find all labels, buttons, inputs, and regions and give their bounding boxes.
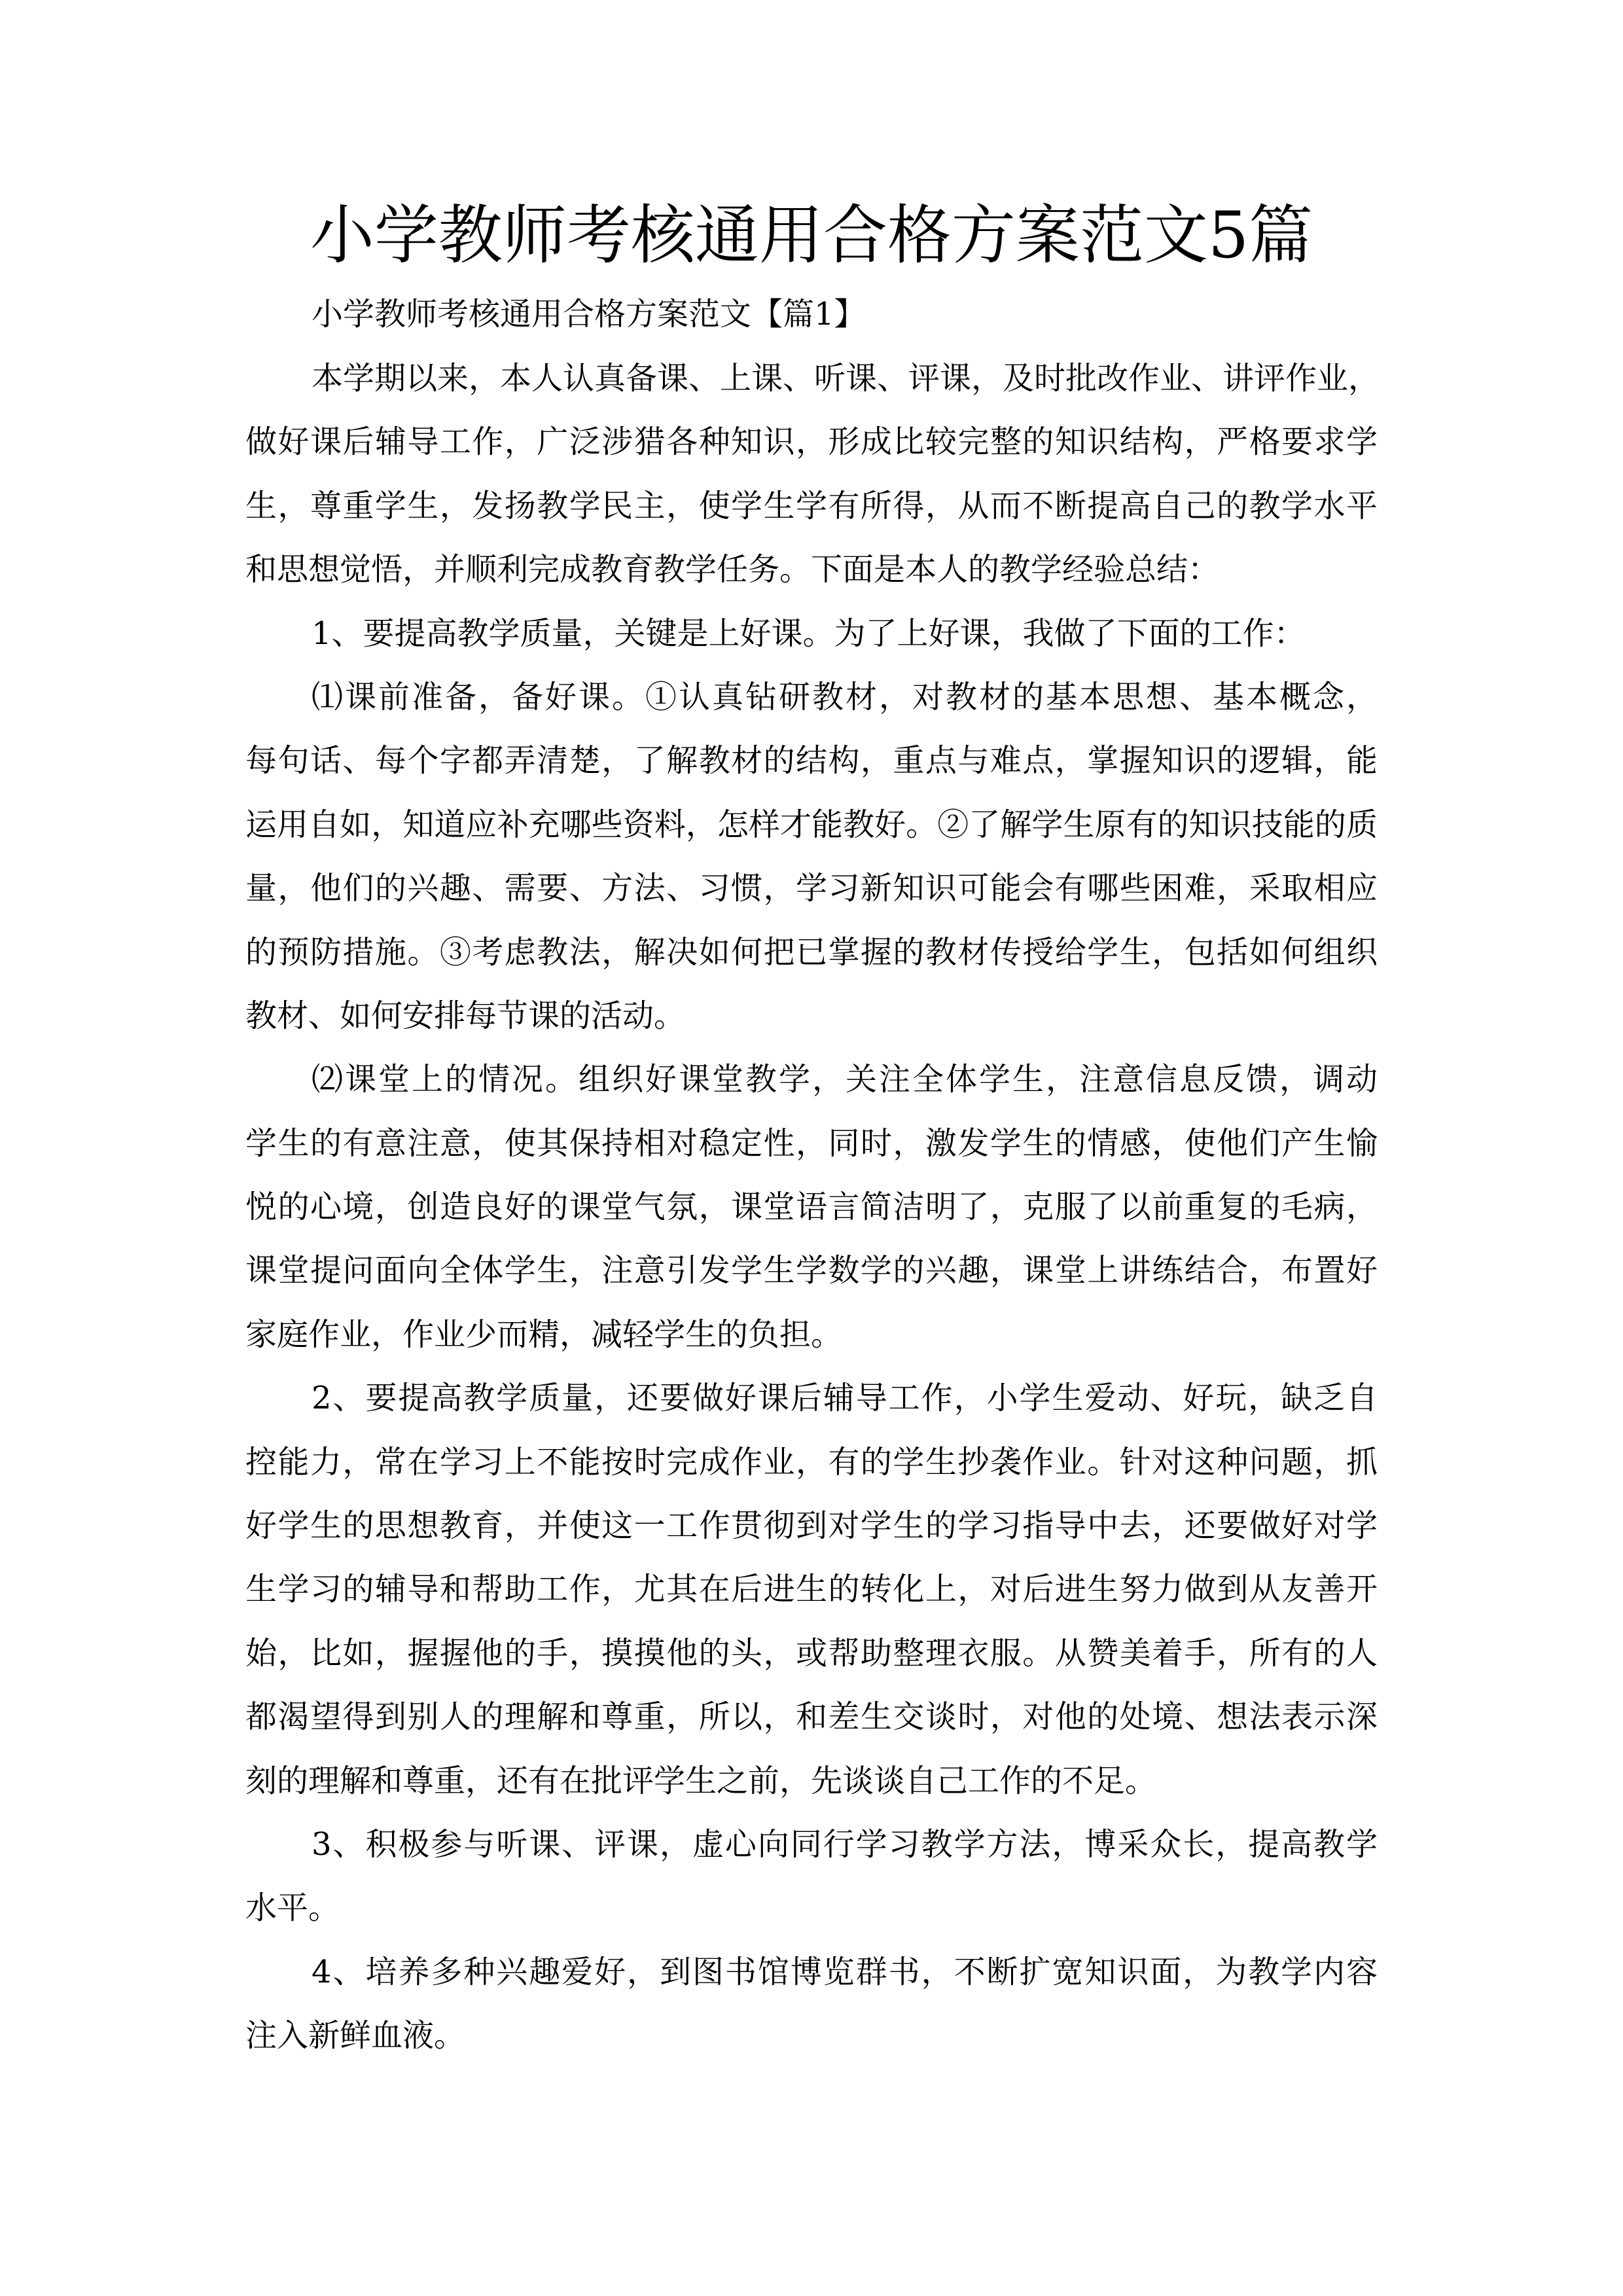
document-title: 小学教师考核通用合格方案范文5篇 <box>310 198 1313 273</box>
text-line: 运用自如，知道应补充哪些资料，怎样才能教好。②了解学生原有的知识技能的质 <box>245 806 1378 843</box>
text-line: 家庭作业，作业少而精，减轻学生的负担。 <box>245 1316 843 1353</box>
text-line: 生，尊重学生，发扬教学民主，使学生学有所得，从而不断提高自己的教学水平 <box>245 487 1378 524</box>
text-line: 本学期以来，本人认真备课、上课、听课、评课，及时批改作业、讲评作业， <box>312 360 1380 397</box>
text-line: 4、培养多种兴趣爱好，到图书馆博览群书，不断扩宽知识面，为教学内容 <box>312 1953 1378 1990</box>
text-line: 和思想觉悟，并顺利完成教育教学任务。下面是本人的教学经验总结： <box>245 551 1220 588</box>
text-line: 注入新鲜血液。 <box>245 2017 466 2054</box>
text-line: ⑴课前准备，备好课。①认真钻研教材，对教材的基本思想、基本概念， <box>312 678 1378 715</box>
text-line: 教材、如何安排每节课的活动。 <box>245 997 686 1034</box>
text-line: 的预防措施。③考虑教法，解决如何把已掌握的教材传授给学生，包括如何组织 <box>245 933 1378 971</box>
text-line: 生学习的辅导和帮助工作，尤其在后进生的转化上，对后进生努力做到从友善开 <box>245 1571 1378 1608</box>
text-line: 控能力，常在学习上不能按时完成作业，有的学生抄袭作业。针对这种问题，抓 <box>245 1443 1378 1480</box>
text-line: 学生的有意注意，使其保持相对稳定性，同时，激发学生的情感，使他们产生愉 <box>245 1124 1378 1162</box>
section-heading: 小学教师考核通用合格方案范文【篇1】 <box>312 296 866 332</box>
text-line: 每句话、每个字都弄清楚，了解教材的结构，重点与难点，掌握知识的逻辑，能 <box>245 742 1378 780</box>
text-line: 水平。 <box>245 1890 340 1927</box>
document-body <box>245 347 1378 2068</box>
text-line: 3、积极参与听课、评课，虚心向同行学习教学方法，博采众长，提高教学 <box>312 1825 1378 1863</box>
text-line: 始，比如，握握他的手，摸摸他的头，或帮助整理衣服。从赞美着手，所有的人 <box>245 1634 1378 1672</box>
text-line: 刻的理解和尊重，还有在批评学生之前，先谈谈自己工作的不足。 <box>245 1762 1157 1799</box>
text-line: 量，他们的兴趣、需要、方法、习惯，学习新知识可能会有哪些困难，采取相应 <box>245 870 1378 907</box>
text-line: 好学生的思想教育，并使这一工作贯彻到对学生的学习指导中去，还要做好对学 <box>245 1507 1378 1545</box>
text-line: 做好课后辅导工作，广泛涉猎各种知识，形成比较完整的知识结构，严格要求学 <box>245 423 1378 461</box>
text-line: 1、要提高教学质量，关键是上好课。为了上好课，我做了下面的工作： <box>312 615 1306 652</box>
text-line: 课堂提问面向全体学生，注意引发学生学数学的兴趣，课堂上讲练结合，布置好 <box>245 1252 1378 1289</box>
text-line: 悦的心境，创造良好的课堂气氛，课堂语言简洁明了，克服了以前重复的毛病， <box>245 1189 1378 1226</box>
text-line: ⑵课堂上的情况。组织好课堂教学，关注全体学生，注意信息反馈，调动 <box>312 1061 1378 1098</box>
text-line: 都渴望得到别人的理解和尊重，所以，和差生交谈时，对他的处境、想法表示深 <box>245 1698 1378 1736</box>
text-line: 2、要提高教学质量，还要做好课后辅导工作，小学生爱动、好玩，缺乏自 <box>312 1380 1378 1417</box>
